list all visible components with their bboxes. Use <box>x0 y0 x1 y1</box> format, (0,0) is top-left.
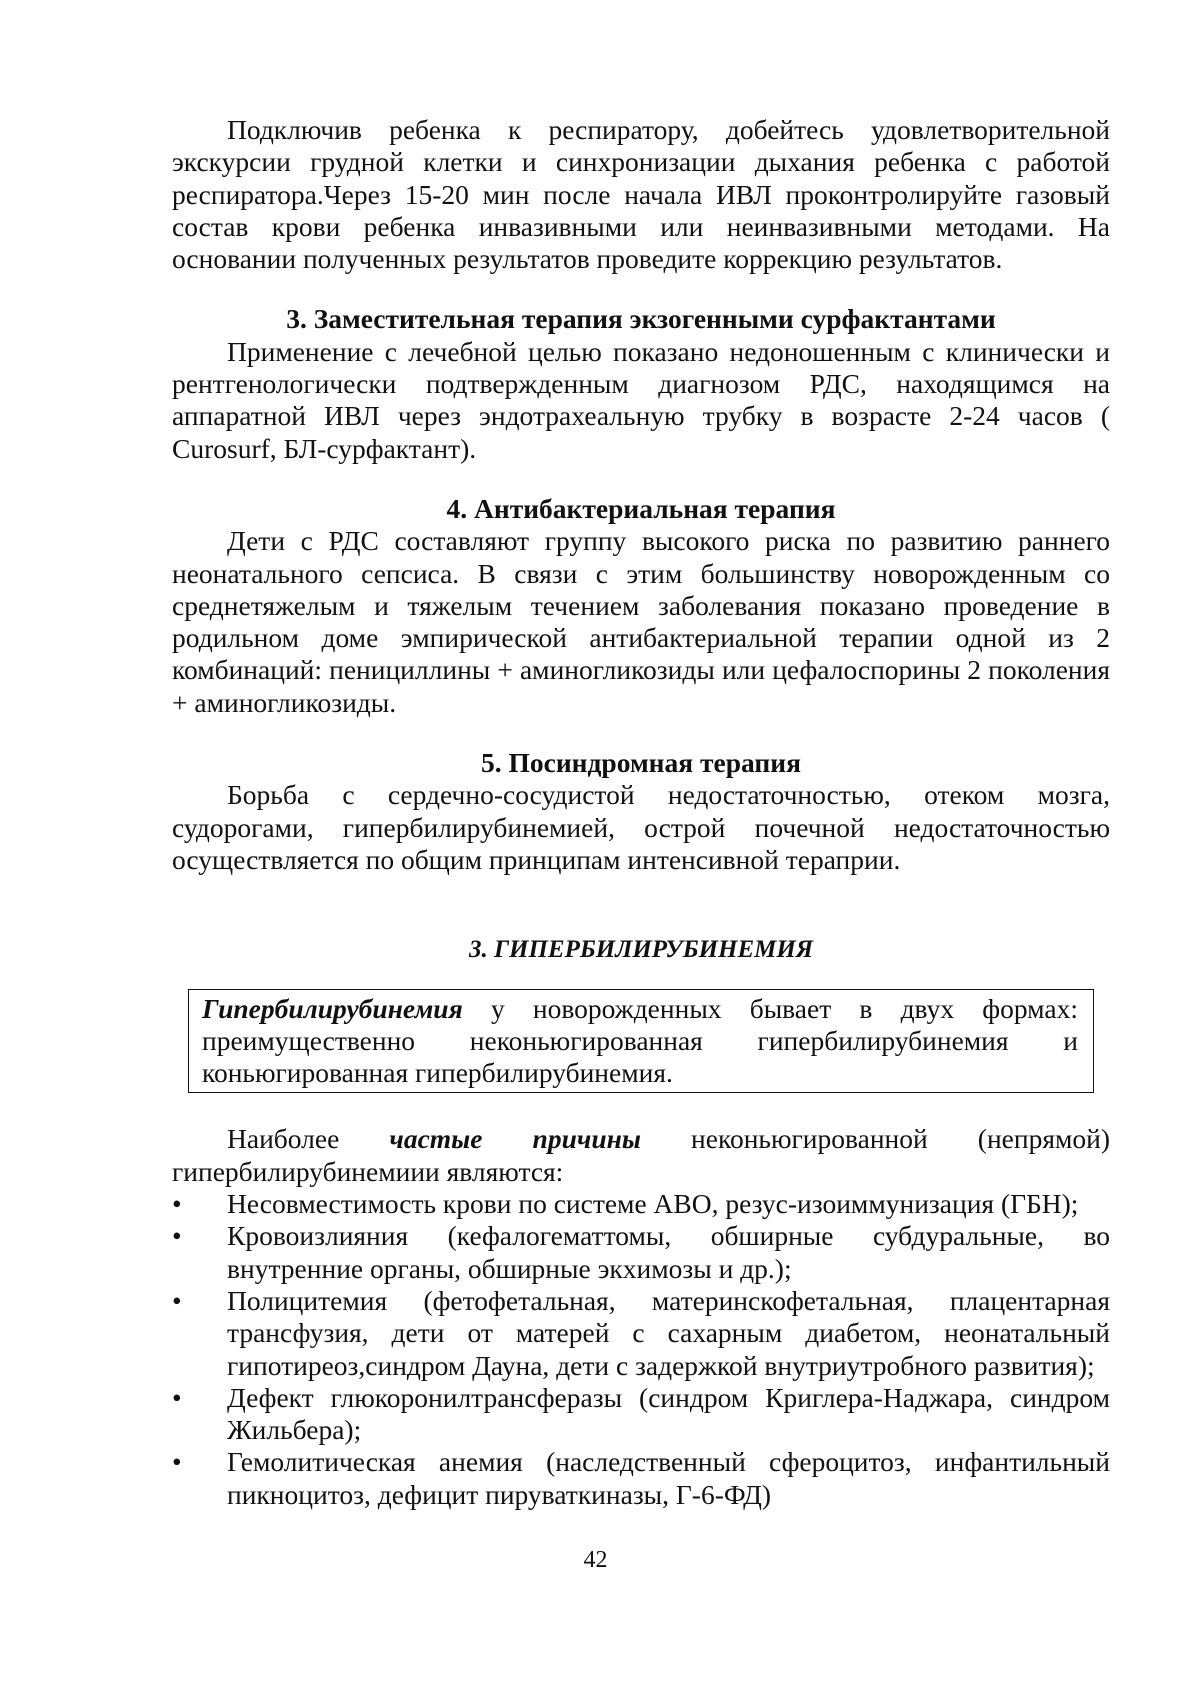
bullet-icon: • <box>172 1381 182 1413</box>
definition-text <box>202 993 1078 1090</box>
list-item <box>172 1382 1110 1447</box>
bullet-icon: • <box>172 1188 182 1220</box>
bullet-icon: • <box>172 1284 182 1316</box>
bullet-icon: • <box>172 1446 182 1478</box>
list-item-text: Кровоизлияния (кефалогематтомы, обширные субдуральные, во внутренние органы, обширные экхимозы и др.); <box>227 1220 1110 1284</box>
causes-intro-emphasis: частые причины <box>389 1123 641 1155</box>
list-item-text: Дефект глюкоронилтрансферазы (синдром Криглера-Наджара, синдром Жильбера); <box>227 1381 1110 1446</box>
list-item <box>172 1188 1110 1220</box>
list-item-text: Гемолитическая анемия (наследственный сфероцитоз, инфантильный пикноцитоз, дефицит пируваткиназы, Г-6-ФД) <box>227 1446 1110 1510</box>
causes-intro-start: Наиболее <box>227 1123 390 1155</box>
paragraph-ventilation: Подключив ребенка к респиратору, добейтесь удовлетворительной экскурсии грудной клетки и синхронизации дыхания ребенка с работой респиратора.Через 15-20 мин после начала ИВЛ проконтролируйте газовый состав крови ребенка инвазивными или неинвазивными методами. На основании полученных результатов проведите коррекцию результатов. <box>172 114 1110 275</box>
definition-body: у новорожденных бывает в двух формах: преимущественно неконьюгированная гипербилирубинемия и коньюгированная гипербилирубинемия. <box>202 992 1078 1089</box>
list-item <box>172 1446 1110 1511</box>
heading-antibacterial-therapy: 4. Антибактериальная терапия <box>446 492 836 524</box>
definition-box <box>188 989 1094 1094</box>
list-item <box>172 1220 1110 1285</box>
list-item-text: Полицитемия (фетофетальная, материнскофетальная, плацентарная трансфузия, дети от матерей с сахарным диабетом, неонатальный гипотиреоз,синдром Дауна, дети с задержкой внутриутробного развития); <box>227 1284 1110 1381</box>
list-item <box>172 1285 1110 1382</box>
causes-intro-end: неконьюгированной (непрямой) гипербилирубинемиии являются: <box>172 1123 1111 1187</box>
paragraph-surfactant: Применение с лечебной целью показано недоношенным с клинически и рентгенологически подтвержденным диагнозом РДС, находящимся на аппаратной ИВЛ через эндотрахеальную трубку в возрасте 2-24 часов ( Curosurf, БЛ-сурфактант). <box>172 335 1110 464</box>
paragraph-syndromic: Борьба с сердечно-сосудистой недостаточностью, отеком мозга, судорогами, гипербилирубинемией, острой почечной недостаточностью осуществляется по общим принципам интенсивной тераприи. <box>172 779 1110 875</box>
heading-syndromic-therapy: 5. Посиндромная терапия <box>480 747 801 779</box>
list-item-text: Несовместимость крови по системе АВО, резус-изоиммунизация (ГБН); <box>227 1188 1079 1220</box>
section-title: 3. ГИПЕРБИЛИРУБИНЕМИЯ <box>468 936 814 964</box>
page-number: 42 <box>583 1547 608 1573</box>
heading-surfactant-therapy: 3. Заместительная терапия экзогенными сурфактантами <box>286 303 996 335</box>
bullet-icon: • <box>172 1220 182 1252</box>
causes-intro <box>172 1123 1110 1188</box>
paragraph-antibacterial: Дети с РДС составляют группу высокого риска по развитию раннего неонатального сепсиса. В связи с этим большинству новорожденным со среднетяжелым и тяжелым течением заболевания показано проведение в родильном доме эмпирической антибактериальной терапии одной из 2 комбинаций: пенициллины + аминогликозиды или цефалоспорины 2 поколения + аминогликозиды. <box>172 525 1110 718</box>
document-page <box>172 114 1110 1511</box>
causes-list <box>172 1188 1110 1511</box>
definition-term: Гипербилирубинемия <box>202 992 463 1024</box>
